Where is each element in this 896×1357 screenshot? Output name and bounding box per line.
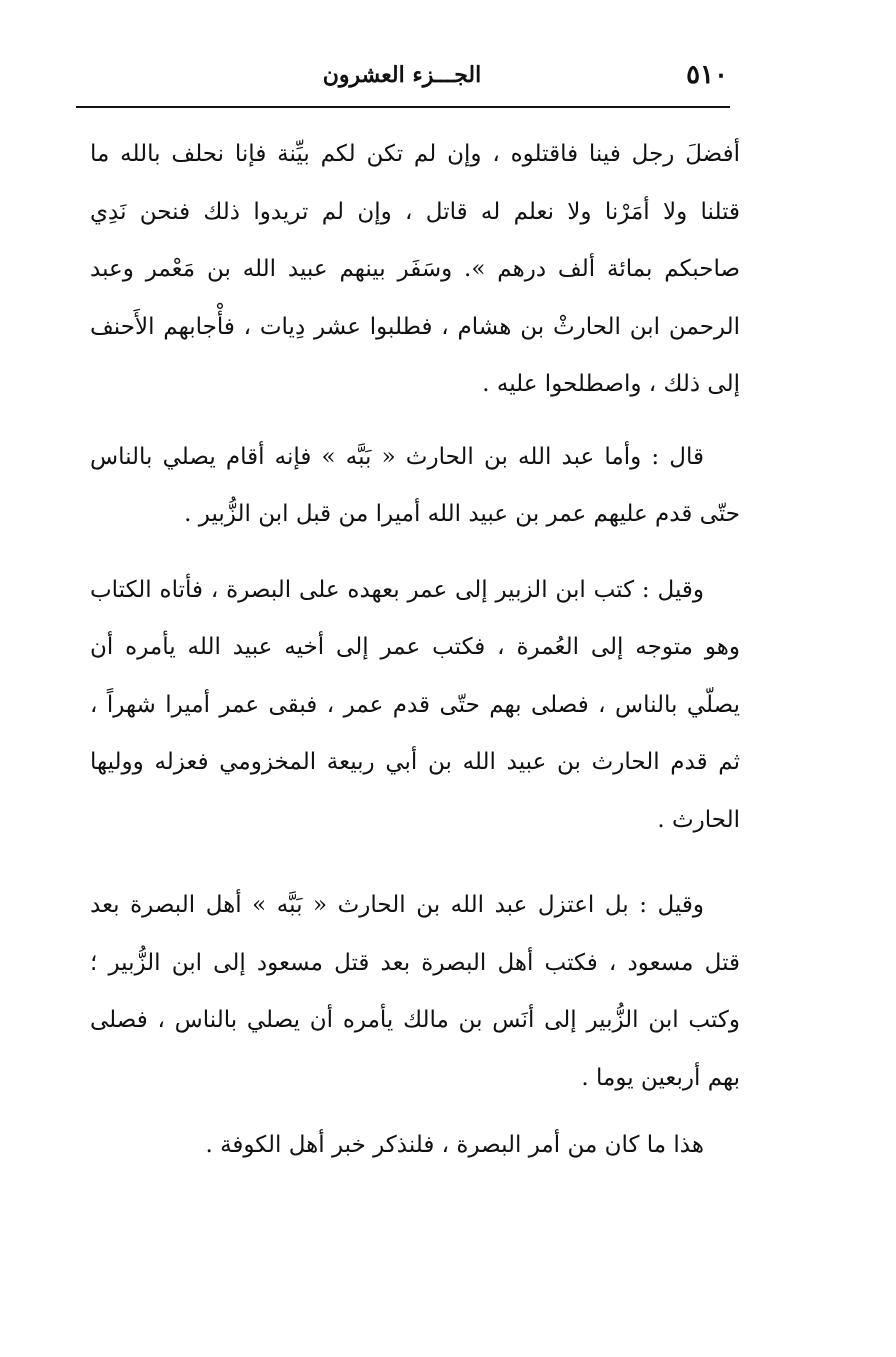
paragraph-3: وقيل : كتب ابن الزبير إلى عمر بعهده على البصرة ، فأتاه الكتاب وهو متوجه إلى العُمرة ، فكتب عمر إلى أخيه عبيد الله يأمره أن يصلّي بالناس ، فصلى بهم حتّى قدم عمر ، فبقى عمر أميرا شهراً ، ثم قدم الحارث بن عبيد الله بن أبي ربيعة المخزومي فعزله ووليها الحارث .	[90, 576, 740, 833]
running-title: الجـــزء العشرون	[322, 62, 482, 88]
paragraph-2: قال : وأما عبد الله بن الحارث « بَبَّه » فإنه أقام يصلي بالناس حتّى قدم عليهم عمر بن عبيد الله أميرا من قبل ابن الزُّبير .	[90, 443, 740, 527]
header-rule	[76, 106, 730, 108]
page-number: ٥١٠	[686, 60, 728, 90]
paragraph-5: هذا ما كان من أمر البصرة ، فلنذكر خبر أهل الكوفة .	[205, 1132, 704, 1158]
paragraph-4: وقيل : بل اعتزل عبد الله بن الحارث « بَبَّه » أهل البصرة بعد قتل مسعود ، فكتب أهل البصرة بعد قتل مسعود إلى ابن الزُّبير ؛ وكتب ابن الزُّبير إلى أنَس بن مالك يأمره أن يصلي بالناس ، فصلى بهم أربعين يوما .	[90, 892, 740, 1091]
paragraph-1: أفضلَ رجل فينا فاقتلوه ، وإن لم تكن لكم بيِّنة فإنا نحلف بالله ما قتلنا ولا أمَرْنا ولا نعلم له قاتل ، وإن لم تريدوا ذلك فنحن نَدِي صاحبكم بمائة ألف درهم ». وسَفَر بينهم عبيد الله بن مَعْمر وعبد الرحمن ابن الحارثْ بن هشام ، فطلبوا عشر دِيات ، فأْجابهم الأَحنف إلى ذلك ، واصطلحوا عليه .	[90, 141, 740, 397]
body-text	[90, 126, 740, 1175]
page-header	[76, 56, 728, 100]
